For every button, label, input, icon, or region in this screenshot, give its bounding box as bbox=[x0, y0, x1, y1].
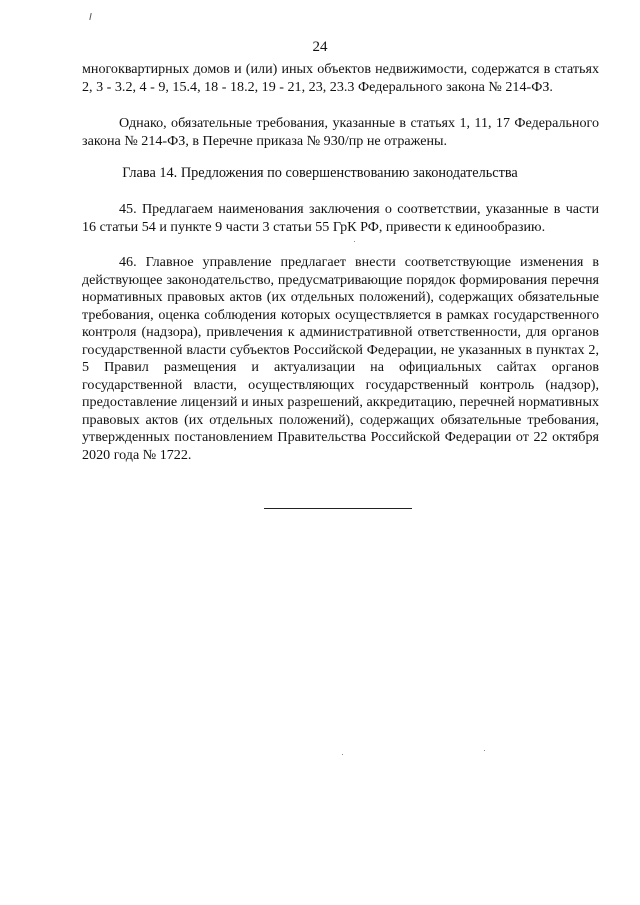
chapter-heading: Глава 14. Предложения по совершенствованию законодательства bbox=[122, 165, 518, 181]
proposal-46: 46. Главное управление предлагает внести соответствующие изменения в действующее законодательство, предусматривающие порядок формирования перечня нормативных правовых актов (их отдельных положений), содержащих обязательные требования, оценка соблюдения которых осуществляется в рамках государственного контроля (надзора), привлечения к административной ответственности, для органов государственной власти субъектов Российской Федерации, не указанных в пунктах 2, 5 Правил размещения и актуализации на официальных сайтах органов государственной власти, осуществляющих государственный контроль (надзор), предоставление лицензий и иных разрешений, аккредитацию, перечней нормативных правовых актов (их отдельных положений), содержащих обязательные требования, утвержденных постановлением Правительства Российской Федерации от 22 октября 2020 года № 1722. bbox=[82, 254, 599, 463]
page-number: 24 bbox=[312, 39, 328, 55]
proposal-45: 45. Предлагаем наименования заключения о соответствии, указанные в части 16 статьи 54 и пункте 9 части 3 статьи 55 ГрК РФ, привести к единообразию. bbox=[82, 201, 599, 235]
end-of-text-rule bbox=[264, 508, 412, 509]
scan-speck bbox=[354, 241, 355, 242]
scan-speck bbox=[484, 750, 485, 751]
scan-mark bbox=[89, 13, 91, 20]
paragraph-continuation: многоквартирных домов и (или) иных объектов недвижимости, содержатся в статьях 2, 3 - 3.2, 4 - 9, 15.4, 18 - 18.2, 19 - 21, 23, 23.3 Федерального закона № 214-ФЗ. bbox=[82, 61, 599, 95]
scan-speck bbox=[342, 754, 343, 755]
paragraph-however: Однако, обязательные требования, указанные в статьях 1, 11, 17 Федерального закона № 214-ФЗ, в Перечне приказа № 930/пр не отражены. bbox=[82, 115, 599, 149]
